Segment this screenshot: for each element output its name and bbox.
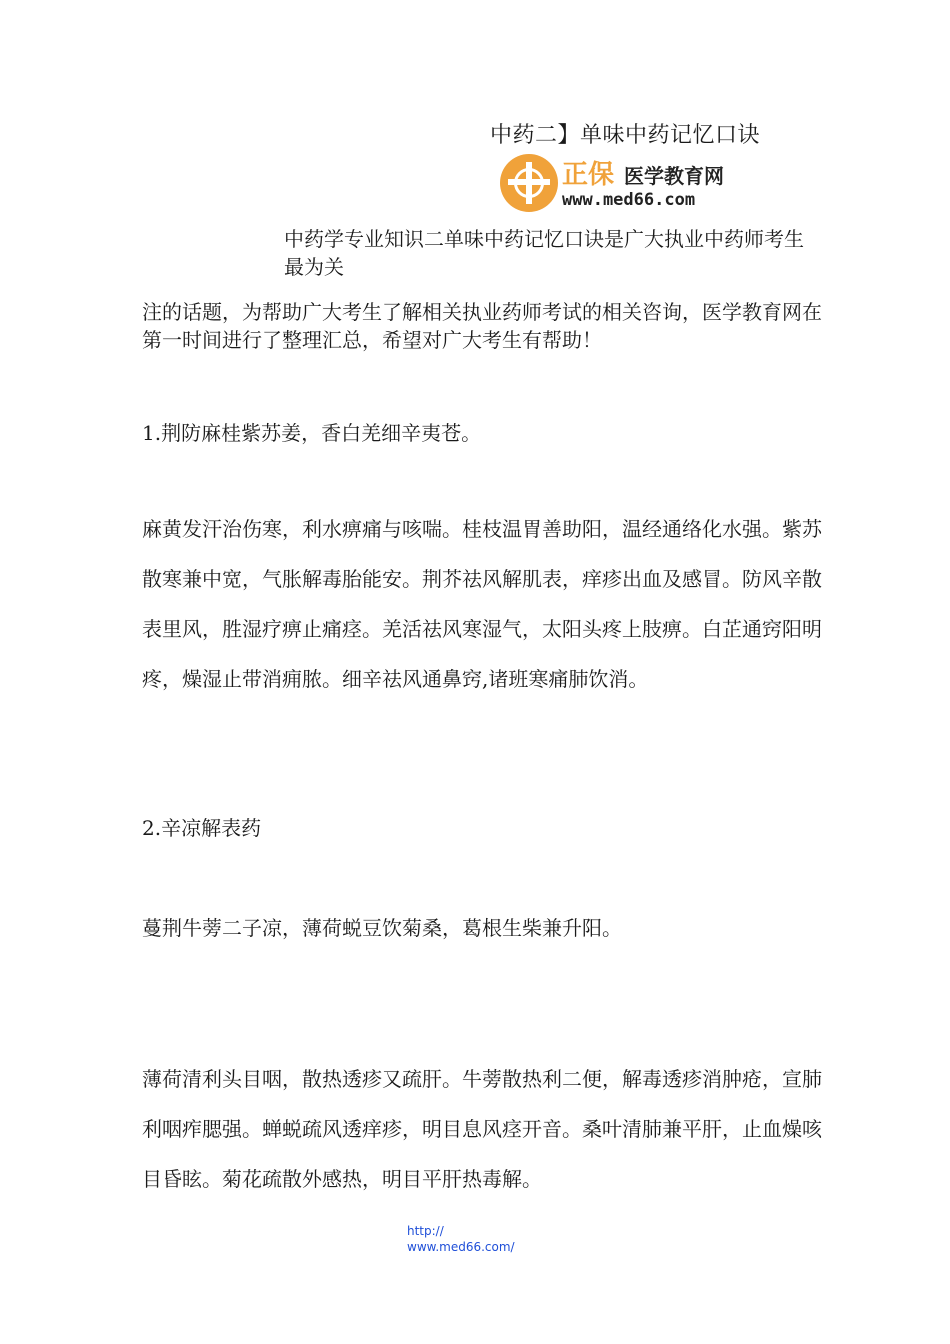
section-heading-1: 1.荆防麻桂紫苏姜，香白羌细辛夷苍。 bbox=[142, 421, 482, 445]
intro-paragraph-part2: 注的话题，为帮助广大考生了解相关执业药师考试的相关咨询，医学教育网在第一时间进行了整理汇总，希望对广大考生有帮助！ bbox=[142, 300, 822, 352]
med66-logo bbox=[500, 150, 745, 216]
intro-paragraph-part1: 中药学专业知识二单味中药记忆口诀是广大执业中药师考生最为关 bbox=[284, 227, 804, 279]
logo-url: www.med66.com bbox=[562, 190, 696, 210]
logo-brand: 正保 bbox=[562, 160, 615, 190]
footer-link-line1: http:// bbox=[407, 1224, 444, 1238]
logo-brand-subtitle: 医学教育网 bbox=[624, 164, 724, 188]
section-heading-2: 2.辛凉解表药 bbox=[142, 816, 262, 840]
footer-link[interactable] bbox=[407, 1223, 515, 1255]
document-title: 中药二】单味中药记忆口诀 bbox=[490, 123, 761, 148]
logo-emblem-icon bbox=[500, 154, 558, 212]
footer-link-line2: www.med66.com/ bbox=[407, 1240, 515, 1254]
section-body-1: 麻黄发汗治伤寒，利水痹痛与咳喘。桂枝温胃善助阳，温经通络化水强。紫苏散寒兼中宽，气胀解毒胎能安。荆芥祛风解肌表，痒疹出血及感冒。防风辛散表里风，胜湿疗痹止痛痉。羌活祛风寒湿气，太阳头疼上肢痹。白芷通窍阳明疼，燥湿止带消痈脓。细辛祛风通鼻窍,诸班寒痛肺饮消。 bbox=[142, 517, 822, 691]
section-mnemonic-2: 蔓荆牛蒡二子凉，薄荷蜕豆饮菊桑，葛根生柴兼升阳。 bbox=[142, 916, 622, 940]
section-body-2: 薄荷清利头目咽，散热透疹又疏肝。牛蒡散热利二便，解毒透疹消肿疮，宣肺利咽痄腮强。蝉蜕疏风透痒疹，明目息风痉开音。桑叶清肺兼平肝，止血燥咳目昏眩。菊花疏散外感热，明目平肝热毒解。 bbox=[142, 1067, 822, 1191]
